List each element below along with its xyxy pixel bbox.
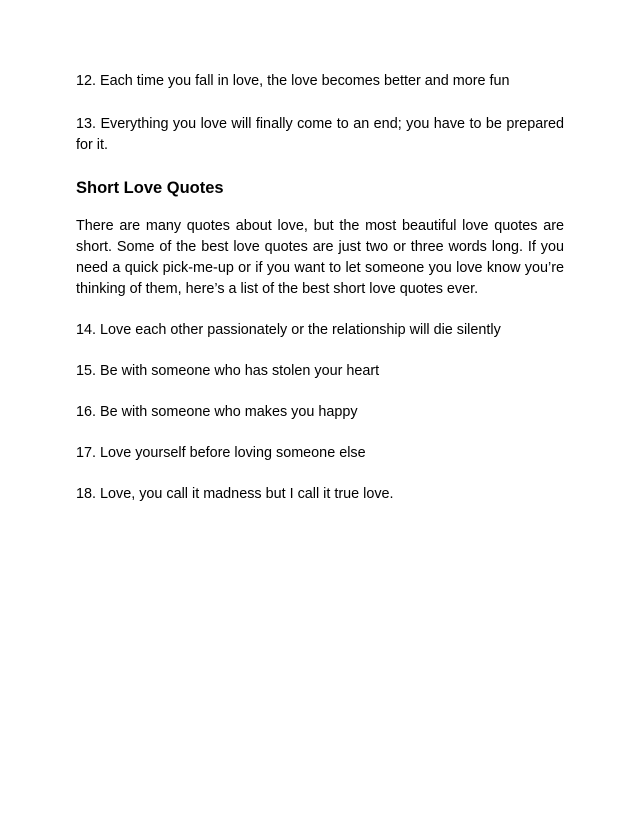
- quote-14: 14. Love each other passionately or the relationship will die silently: [76, 322, 501, 338]
- document-body: [76, 71, 564, 505]
- quote-13: 13. Everything you love will finally come to an end; you have to be prepared for it.: [76, 116, 564, 153]
- quote-18: 18. Love, you call it madness but I call it true love.: [76, 486, 394, 502]
- quote-17: 17. Love yourself before loving someone else: [76, 445, 366, 461]
- intro-paragraph: There are many quotes about love, but the most beautiful love quotes are short. Some of the best love quotes are just two or three words long. If you need a quick pick-me-up or if you want to let someone you love know you’re thinking of them, here’s a list of the best short love quotes ever.: [76, 218, 564, 297]
- quote-12: 12. Each time you fall in love, the love becomes better and more fun: [76, 73, 510, 89]
- quote-16: 16. Be with someone who makes you happy: [76, 404, 358, 420]
- section-heading: Short Love Quotes: [76, 179, 224, 197]
- quote-15: 15. Be with someone who has stolen your heart: [76, 363, 380, 379]
